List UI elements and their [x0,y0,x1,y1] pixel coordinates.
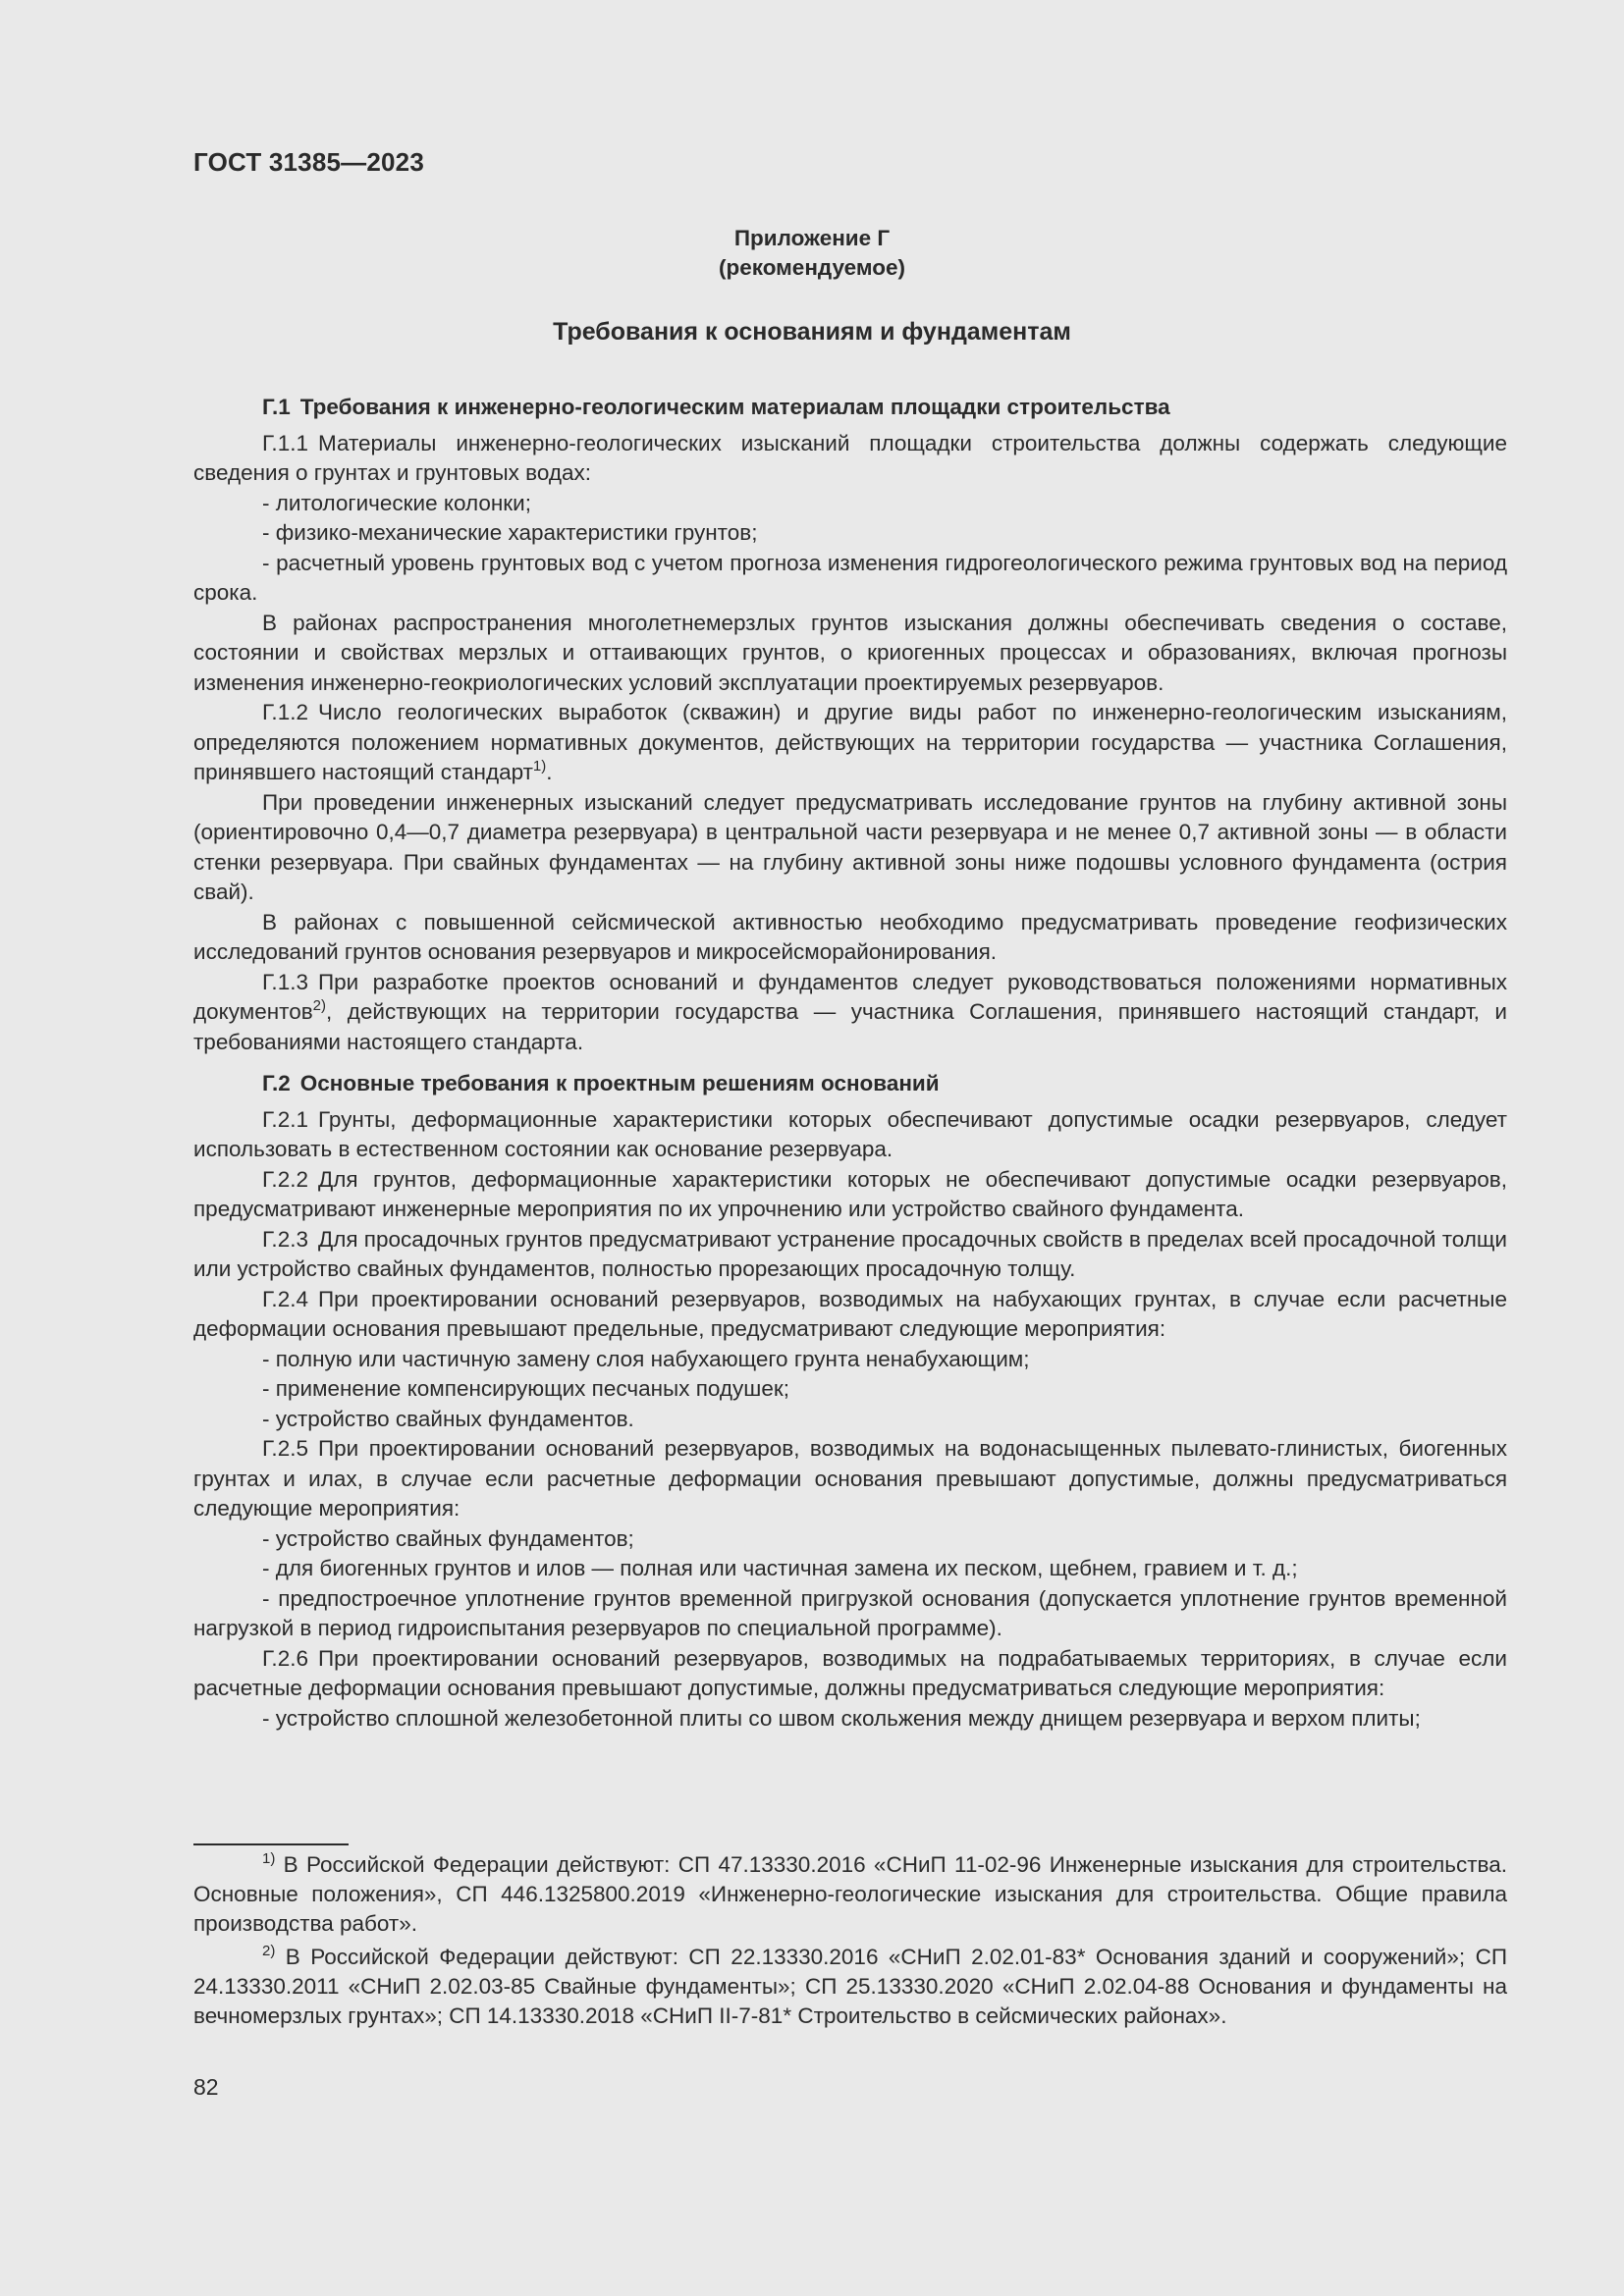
document-code: ГОСТ 31385—2023 [193,147,424,177]
clause-text: При разработке проектов оснований и фундаментов следует руководствоваться положениями нормативных документов [193,969,1507,1024]
clause-g-1-1 [193,429,1507,489]
list-item: - полную или частичную замену слоя набухающего грунта ненабухающим; [262,1346,1030,1371]
clause-number: Г.2.2 [262,1166,308,1192]
footnote-1 [193,1850,1507,1939]
clause-number: Г.1.1 [262,430,308,455]
footnote-mark: 1) [262,1850,276,1867]
footnote-ref-2: 2) [312,997,327,1014]
clause-text: При проектировании оснований резервуаров, возводимых на водонасыщенных пылевато-глинистых, биогенных грунтах и илах, в случае если расчетные деформации основания превышают допустимые, должны предусматриваться следующие мероприятия: [193,1436,1507,1521]
clause-number: Г.1.3 [262,969,308,994]
footnote-text: В Российской Федерации действуют: СП 22.13330.2016 «СНиП 2.02.01-83* Основания зданий и сооружений»; СП 24.13330.2011 «СНиП 2.02.03-85 Свайные фундаменты»; СП 25.13330.2020 «СНиП 2.02.04-88 Основания и фундаменты на вечномерзлых грунтах»; СП 14.13330.2018 «СНиП II-7-81* Строительство в сейсмических районах». [193,1945,1507,2028]
footnote-separator [193,1843,349,1845]
section-heading-g1 [193,393,1507,423]
clause-g-2-1 [193,1105,1507,1165]
footnote-mark: 2) [262,1943,276,1959]
clause-text: Для грунтов, деформационные характеристики которых не обеспечивают допустимые осадки резервуаров, предусматривают инженерные мероприятия по их упрочнению или устройство свайного фундамента. [193,1166,1507,1221]
footnote-2 [193,1943,1507,2031]
clause-text: Грунты, деформационные характеристики которых обеспечивают допустимые осадки резервуаров, следует использовать в естественном состоянии как основание резервуара. [193,1106,1507,1161]
clause-g-2-6 [193,1644,1507,1704]
footnotes [193,1850,1507,2035]
clause-g-1-3 [193,968,1507,1058]
clause-text: Число геологических выработок (скважин) и другие виды работ по инженерно-геологическим изысканиям, определяются положением нормативных документов, действующих на территории государства — участника Соглашения, принявшего настоящий стандарт [193,700,1507,784]
list-item: - устройство свайных фундаментов. [262,1406,634,1431]
clause-number: Г.2.1 [262,1106,308,1132]
paragraph-seismic: В районах с повышенной сейсмической активностью необходимо предусматривать проведение геофизических исследований грунтов основания резервуаров и микросейсморайонирования. [193,909,1507,964]
section-title: Основные требования к проектным решениям оснований [299,1071,940,1095]
list-item: - устройство свайных фундаментов; [262,1525,634,1551]
page-number: 82 [193,2074,219,2100]
clause-number: Г.2.3 [262,1226,308,1252]
clause-g-2-3 [193,1225,1507,1285]
list-item: - физико-механические характеристики грунтов; [262,520,758,545]
clause-g-2-5 [193,1434,1507,1524]
clause-text: Для просадочных грунтов предусматривают устранение просадочных свойств в пределах всей просадочной толщи или устройство свайных фундаментов, полностью прорезающих просадочную толщу. [193,1226,1507,1281]
clause-g-1-2 [193,698,1507,788]
list-item: - устройство сплошной железобетонной плиты со швом скольжения между днищем резервуара и верхом плиты; [262,1705,1421,1731]
list-item: - для биогенных грунтов и илов — полная или частичная замена их песком, щебнем, гравием и т. д.; [262,1556,1298,1580]
section-number: Г.1 [262,395,291,419]
appendix-label: Приложение Г [733,226,891,250]
appendix-title: Требования к основаниям и фундаментам [553,318,1071,346]
list-item: - расчетный уровень грунтовых вод с учетом прогноза изменения гидрогеологического режима грунтовых вод на период срока. [193,550,1507,605]
clause-number: Г.2.5 [262,1436,308,1461]
clause-number: Г.2.4 [262,1286,308,1311]
clause-g-2-2 [193,1165,1507,1225]
clause-end: . [546,760,553,784]
footnote-text: В Российской Федерации действуют: СП 47.13330.2016 «СНиП 11-02-96 Инженерные изыскания для строительства. Основные положения», СП 446.1325800.2019 «Инженерно-геологические изыскания для строительства. Общие правила производства работ». [193,1852,1507,1936]
clause-g-2-4 [193,1285,1507,1345]
clause-text-continued: , действующих на территории государства — участника Соглашения, принявшего настоящий стандарт, и требованиями настоящего стандарта. [193,999,1507,1054]
clause-text: При проектировании оснований резервуаров, возводимых на подрабатываемых территориях, в случае если расчетные деформации основания превышают допустимые, должны предусматриваться следующие мероприятия: [193,1645,1507,1700]
appendix-status: (рекомендуемое) [719,255,905,280]
footnote-ref-1: 1) [532,758,547,774]
clause-number: Г.1.2 [262,700,308,724]
appendix-heading [0,224,1624,283]
list-item: - литологические колонки; [262,490,531,515]
document-body [193,393,1507,1734]
section-number: Г.2 [262,1071,291,1095]
paragraph-active-zone: При проведении инженерных изысканий следует предусматривать исследование грунтов на глубину активной зоны (ориентировочно 0,4—0,7 диаметра резервуара) в центральной части резервуара и не менее 0,7 активной зоны — в области стенки резервуара. При свайных фундаментах — на глубину активной зоны ниже подошвы условного фундамента (острия свай). [193,789,1507,904]
clause-text: При проектировании оснований резервуаров, возводимых на набухающих грунтах, в случае если расчетные деформации основания превышают предельные, предусматривают следующие мероприятия: [193,1286,1507,1341]
clause-number: Г.2.6 [262,1645,308,1671]
list-item: - применение компенсирующих песчаных подушек; [262,1376,789,1401]
list-item: - предпостроечное уплотнение грунтов временной пригрузкой основания (допускается уплотнение грунтов временной нагрузкой в период гидроиспытания резервуаров по специальной программе). [193,1585,1507,1640]
paragraph-permafrost: В районах распространения многолетнемерзлых грунтов изыскания должны обеспечивать сведения о составе, состоянии и свойствах мерзлых и оттаивающих грунтов, о криогенных процессах и образованиях, включая прогнозы изменения инженерно-геокриологических условий эксплуатации проектируемых резервуаров. [193,610,1507,695]
section-title: Требования к инженерно-геологическим материалам площадки строительства [299,395,1170,419]
section-heading-g2 [193,1069,1507,1099]
clause-text: Материалы инженерно-геологических изысканий площадки строительства должны содержать следующие сведения о грунтах и грунтовых водах: [193,430,1507,485]
